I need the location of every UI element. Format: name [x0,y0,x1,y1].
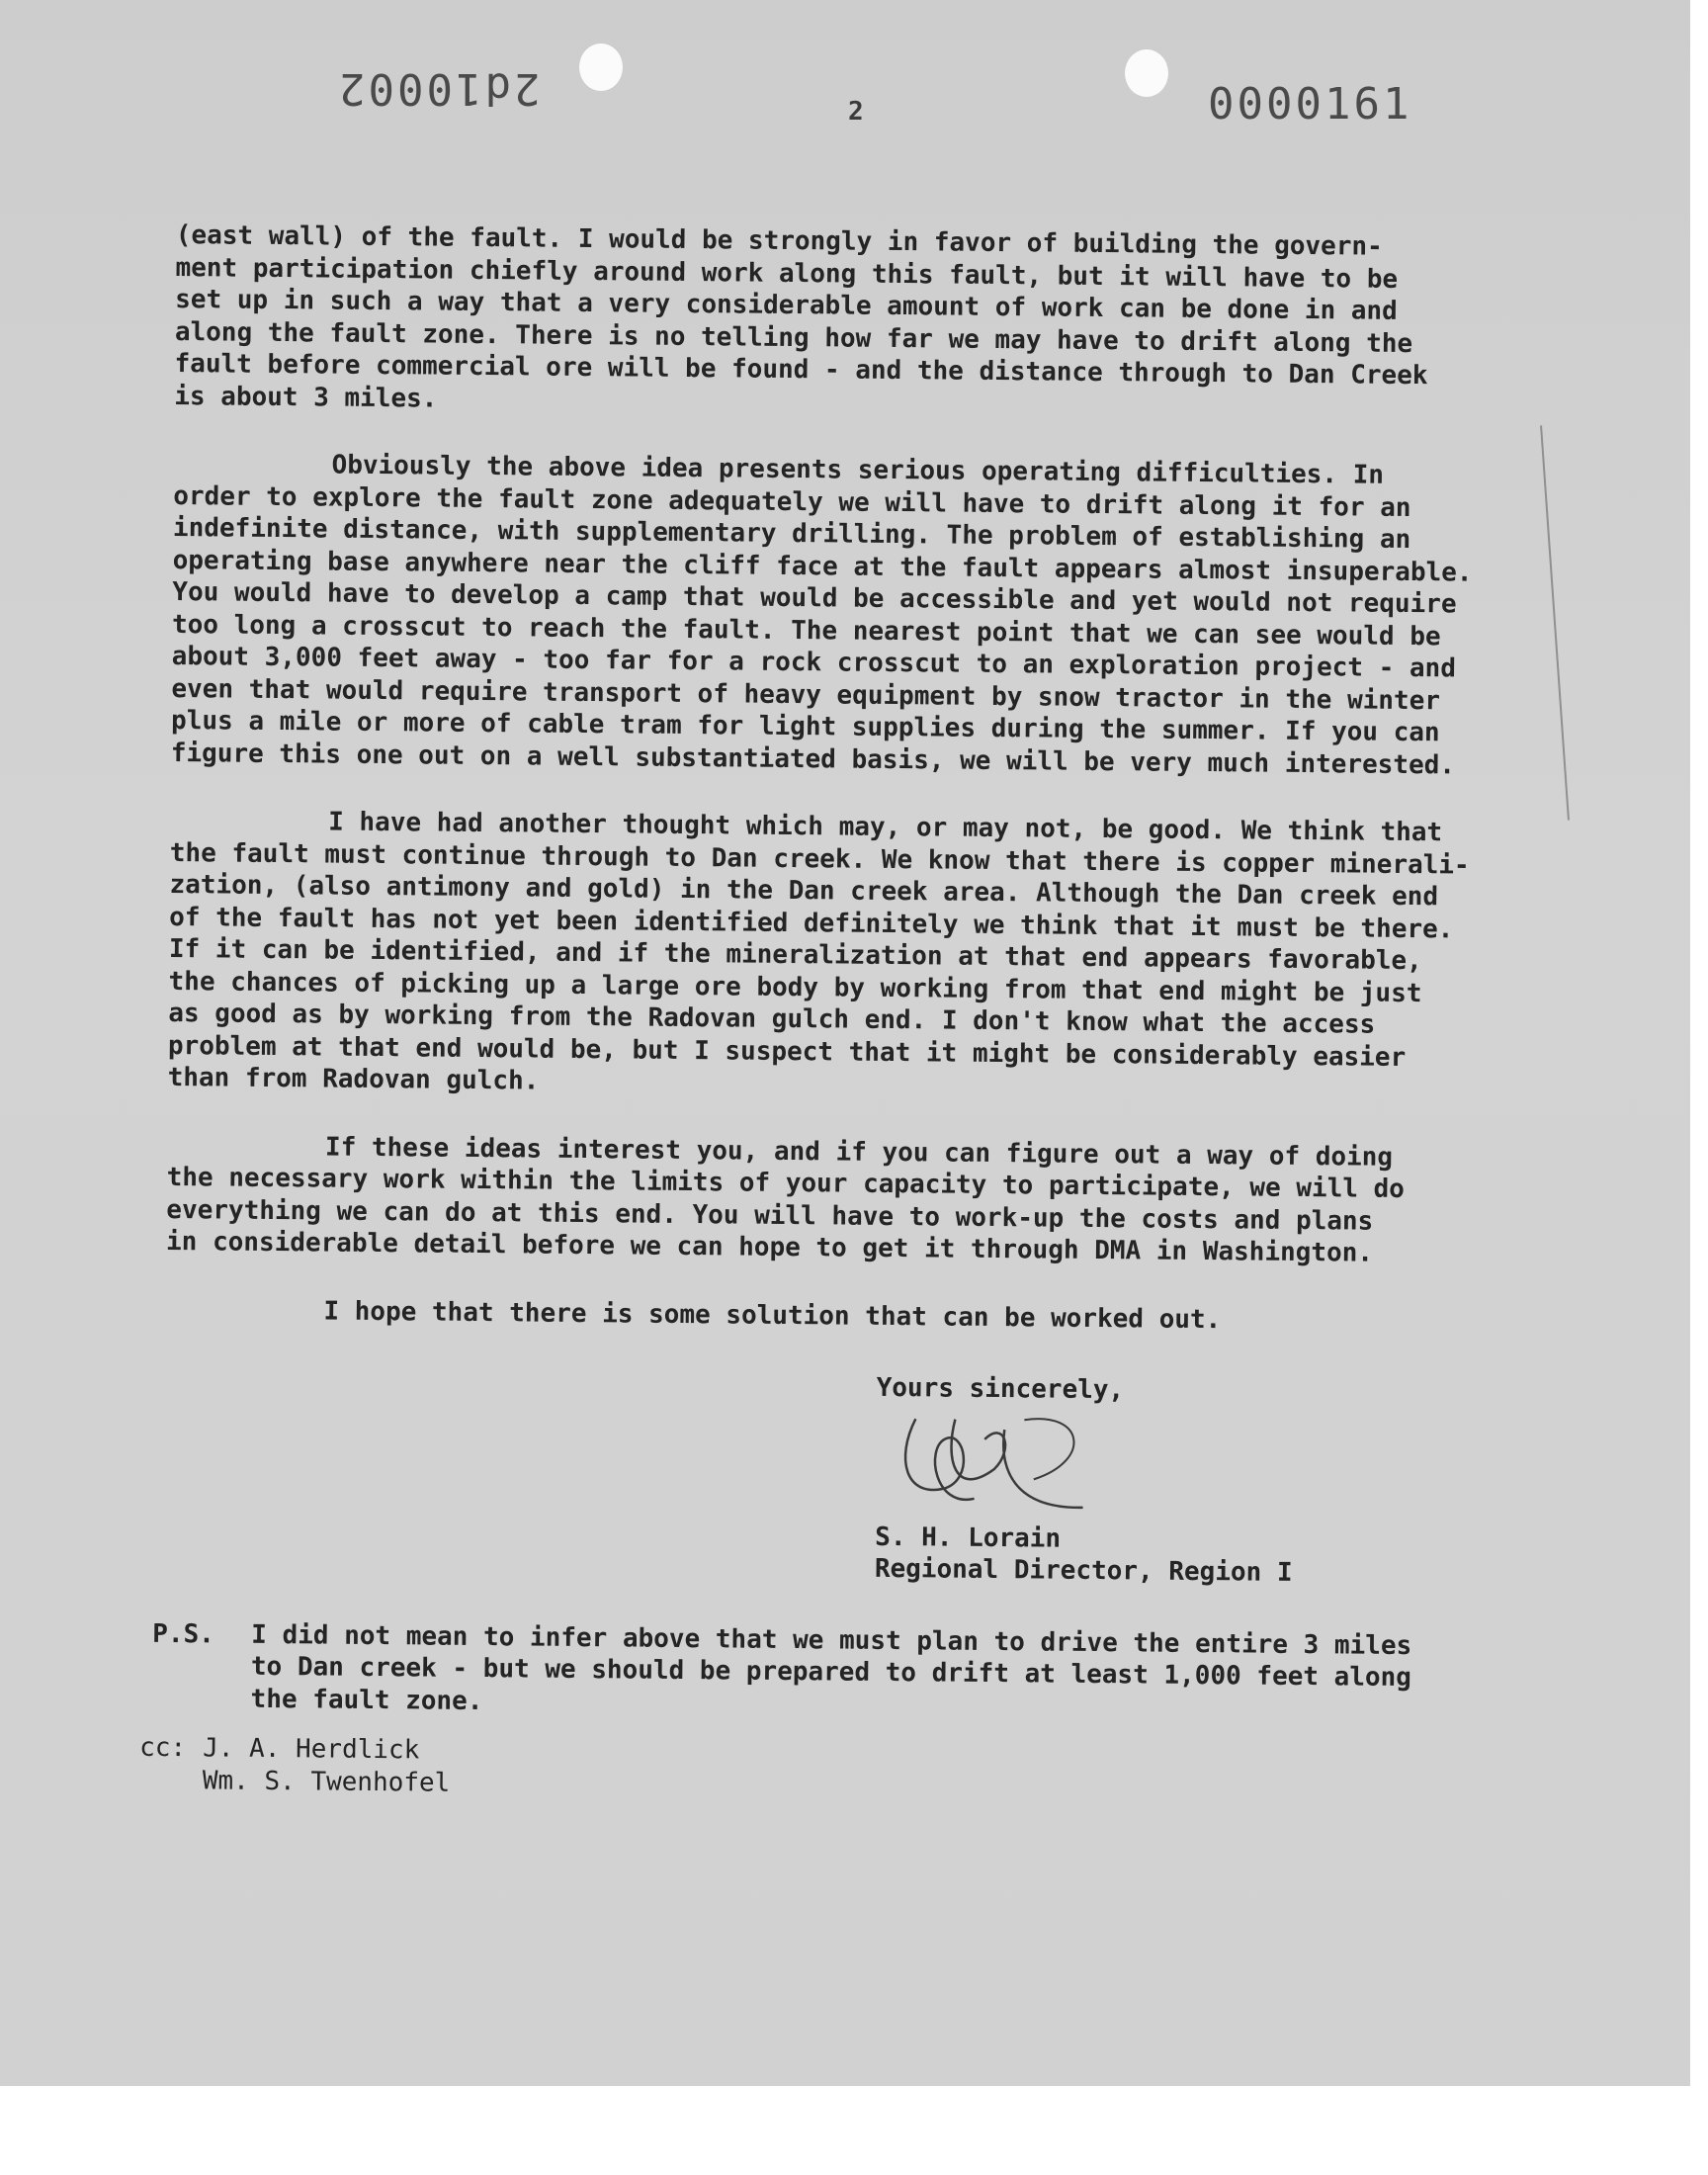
signer-name: S. H. Lorain [875,1522,1062,1554]
punch-hole-right [1125,49,1168,97]
cc-recipient-2: Wm. S. Twenhofel [202,1765,451,1798]
postscript-text: I did not mean to infer above that we must plan to drive the entire 3 miles to Dan creek - but we should be prepared to drift at least 1,000 feet along the fault zone. [250,1619,1412,1716]
salutation: Yours sincerely, [876,1372,1125,1406]
paragraph-2: Obviously the above idea presents serious operating difficulties. In order to explore the fault zone adequately we will have to drift along it for an indefinite distance, with supplementary drilling. The problem of establishing an operating base anywhere near the cliff face at the fault appears almost insuperable. You would have to develop a camp that would be accessible and yet would not require too long a crosscut to reach the fault. The nearest point that we can see would be about 3,000 feet away - too far for a rock crosscut to an exploration project - and even that would require transport of heavy equipment by snow tractor in the winter plus a mile or more of cable tram for light supplies during the summer. If you can figure this one out on a well substantiated basis, we will be very much interested. [170,450,1473,780]
postscript [151,1617,1566,1727]
document-stamp-left: 2d10002 [336,63,541,114]
postscript-label: P.S. [152,1618,215,1649]
signer-title: Regional Director, Region I [874,1553,1293,1588]
carbon-copy-list [139,1732,1566,1810]
document-stamp-right: 0000161 [1208,79,1412,130]
handwritten-signature-icon [885,1398,1123,1528]
cc-label: cc: [139,1732,187,1764]
paragraph-1: (east wall) of the fault. I would be strongly in favor of building the govern- ment participation chiefly around work along this fault, but it will have to be set up in such a way that a very considerable amount of work can be done in and along the fault zone. There is no telling how far we may have to drift along the fault before commercial ore will be found - and the distance through to Dan Creek is about 3 miles. [174,219,1428,414]
signature-area [875,1404,1568,1527]
page-number: 2 [848,97,864,127]
cc-recipient-1: J. A. Herdlick [203,1733,420,1766]
letter-body [139,219,1580,1810]
signature-block [875,1372,1569,1592]
closing-line: I hope that there is some solution that can be worked out. [323,1295,1222,1335]
paragraph-4: If these ideas interest you, and if you can figure out a way of doing the necessary work within the limits of your capacity to participate, we will do everything we can do at this end. You will have to work-up the costs and plans in considerable detail before we can hope to get it through DMA in Washington. [165,1131,1406,1268]
paragraph-3: I have had another thought which may, or may not, be good. We think that the fault must continue through to Dan creek. We know that there is copper minerali- zation, (also antimony and gold) in the Dan creek area. Although the Dan creek end of the fault has not yet been identified definitely we think that it must be there. If it can be identified, and if the mineralization at that end appears favorable, the chances of picking up a large ore body by working from that end might be just as good as by working from the Radovan gulch end. I don't know what the access problem at that end would be, but I suspect that it might be considerably easier than from Radovan gulch. [167,807,1470,1096]
punch-hole-left [579,44,623,91]
